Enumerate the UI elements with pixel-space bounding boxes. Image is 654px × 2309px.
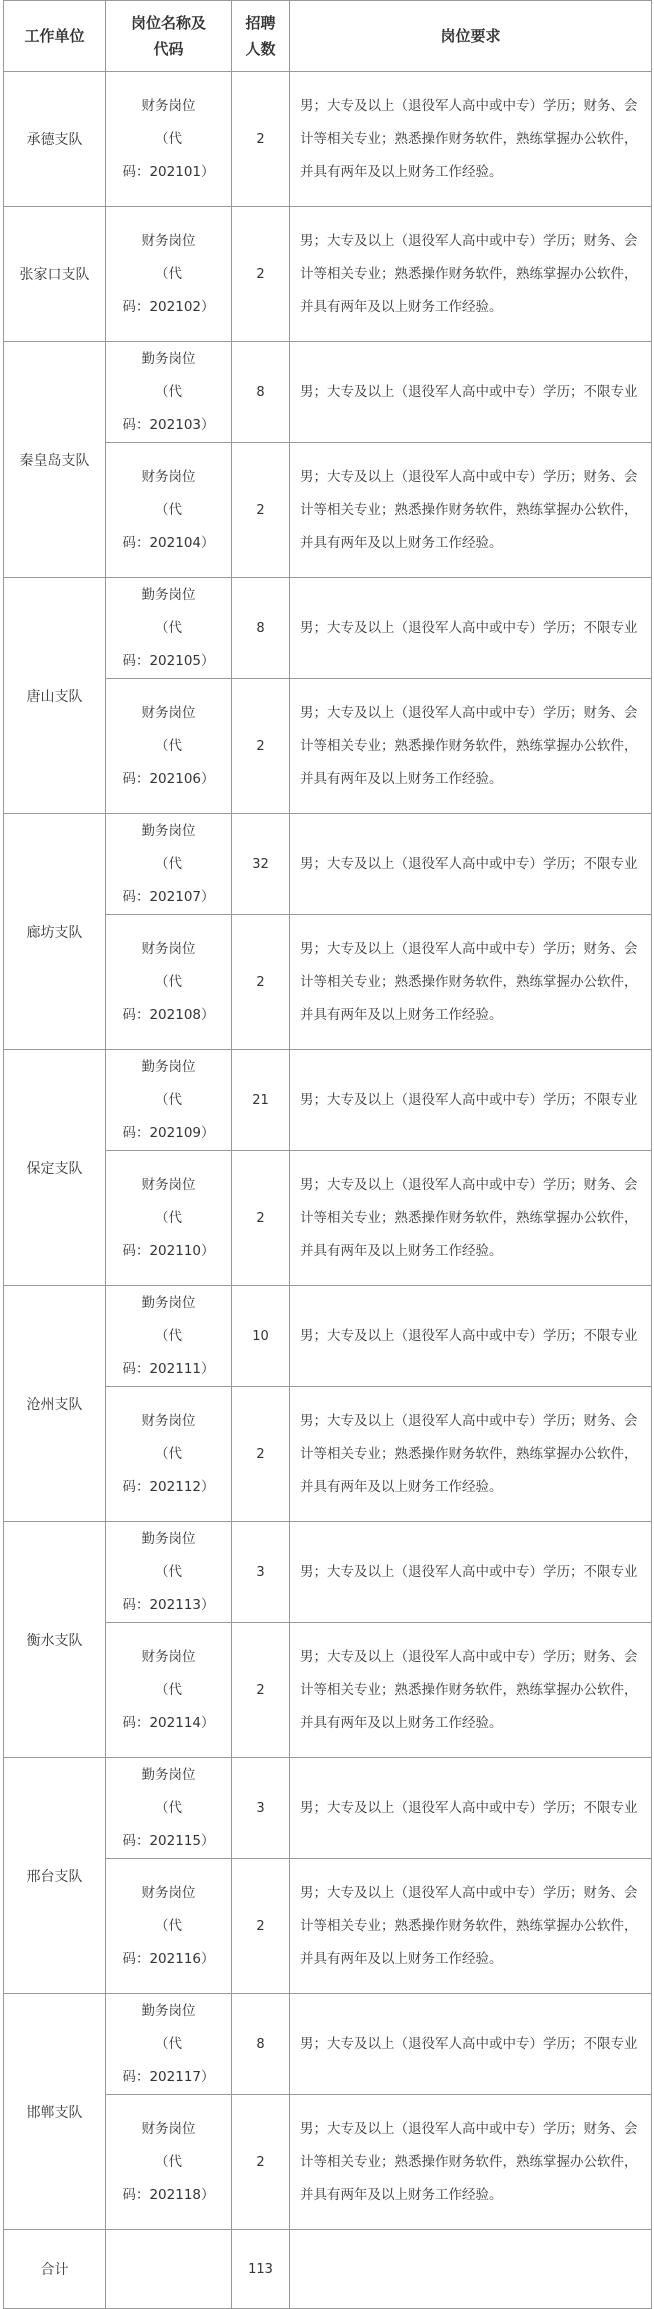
- unit-cell: 唐山支队: [4, 578, 106, 814]
- position-code-prefix: （代: [155, 737, 182, 754]
- table-row: [4, 72, 652, 207]
- count-cell: 2: [232, 207, 290, 342]
- count-cell: 2: [232, 2095, 290, 2230]
- position-code-prefix: （代: [155, 1327, 182, 1344]
- position-code: 码：202111）: [122, 1360, 215, 1377]
- total-label: 合计: [4, 2230, 106, 2309]
- table-row: [4, 1994, 652, 2095]
- header-position: 岗位名称及代码: [106, 1, 232, 72]
- position-title: 财务岗位: [141, 1412, 196, 1429]
- position-cell: [106, 1994, 232, 2095]
- position-code-prefix: （代: [155, 1681, 182, 1698]
- count-cell: 2: [232, 1623, 290, 1758]
- total-row: [4, 2230, 652, 2309]
- count-cell: 21: [232, 1050, 290, 1151]
- position-code-prefix: （代: [155, 265, 182, 282]
- count-cell: 32: [232, 814, 290, 915]
- count-cell: 2: [232, 1387, 290, 1522]
- position-cell: [106, 72, 232, 207]
- table-body: [4, 72, 652, 2309]
- position-code-prefix: （代: [155, 2035, 182, 2052]
- position-code: 码：202118）: [122, 2186, 215, 2203]
- table-row: [4, 1522, 652, 1623]
- position-code: 码：202101）: [122, 163, 215, 180]
- table-row: [4, 342, 652, 443]
- position-code-prefix: （代: [155, 383, 182, 400]
- position-code: 码：202116）: [122, 1950, 215, 1967]
- count-cell: 8: [232, 578, 290, 679]
- count-cell: 2: [232, 1859, 290, 1994]
- requirement-cell: 男；大专及以上（退役军人高中或中专）学历；财务、会计等相关专业；熟悉操作财务软件，熟练掌握办公软件，并具有两年及以上财务工作经验。: [290, 1151, 652, 1286]
- count-cell: 2: [232, 443, 290, 578]
- requirement-cell: 男；大专及以上（退役军人高中或中专）学历；不限专业: [290, 1994, 652, 2095]
- position-cell: [106, 342, 232, 443]
- position-code: 码：202105）: [122, 652, 215, 669]
- unit-cell: 承德支队: [4, 72, 106, 207]
- requirement-cell: 男；大专及以上（退役军人高中或中专）学历；财务、会计等相关专业；熟悉操作财务软件，熟练掌握办公软件，并具有两年及以上财务工作经验。: [290, 443, 652, 578]
- count-cell: 3: [232, 1522, 290, 1623]
- position-code-prefix: （代: [155, 1445, 182, 1462]
- position-cell: [106, 1387, 232, 1522]
- unit-cell: 廊坊支队: [4, 814, 106, 1050]
- position-code-prefix: （代: [155, 130, 182, 147]
- position-code-prefix: （代: [155, 1799, 182, 1816]
- position-code: 码：202106）: [122, 770, 215, 787]
- requirement-cell: 男；大专及以上（退役军人高中或中专）学历；不限专业: [290, 1286, 652, 1387]
- position-code-prefix: （代: [155, 619, 182, 636]
- requirement-cell: 男；大专及以上（退役军人高中或中专）学历；不限专业: [290, 578, 652, 679]
- header-requirement: 岗位要求: [290, 1, 652, 72]
- position-code: 码：202115）: [122, 1832, 215, 1849]
- position-code-prefix: （代: [155, 973, 182, 990]
- count-cell: 8: [232, 342, 290, 443]
- position-code: 码：202103）: [122, 416, 215, 433]
- position-code-prefix: （代: [155, 1563, 182, 1580]
- unit-cell: 沧州支队: [4, 1286, 106, 1522]
- position-cell: [106, 1286, 232, 1387]
- position-title: 勤务岗位: [141, 1530, 196, 1547]
- table-row: [4, 207, 652, 342]
- count-cell: 10: [232, 1286, 290, 1387]
- position-title: 财务岗位: [141, 468, 196, 485]
- position-cell: [106, 1050, 232, 1151]
- position-cell: [106, 1758, 232, 1859]
- position-code-prefix: （代: [155, 501, 182, 518]
- total-empty-requirement: [290, 2230, 652, 2309]
- table-header-row: [4, 1, 652, 72]
- total-count: 113: [232, 2230, 290, 2309]
- position-title: 勤务岗位: [141, 350, 196, 367]
- unit-cell: 衡水支队: [4, 1522, 106, 1758]
- position-code: 码：202112）: [122, 1478, 215, 1495]
- position-cell: [106, 1859, 232, 1994]
- requirement-cell: 男；大专及以上（退役军人高中或中专）学历；不限专业: [290, 1050, 652, 1151]
- position-title: 勤务岗位: [141, 2002, 196, 2019]
- position-title: 勤务岗位: [141, 822, 196, 839]
- header-count: 招聘人数: [232, 1, 290, 72]
- unit-cell: 邢台支队: [4, 1758, 106, 1994]
- position-title: 财务岗位: [141, 940, 196, 957]
- position-cell: [106, 207, 232, 342]
- table-row: [4, 578, 652, 679]
- requirement-cell: 男；大专及以上（退役军人高中或中专）学历；不限专业: [290, 1522, 652, 1623]
- count-cell: 2: [232, 1151, 290, 1286]
- requirement-cell: 男；大专及以上（退役军人高中或中专）学历；财务、会计等相关专业；熟悉操作财务软件，熟练掌握办公软件，并具有两年及以上财务工作经验。: [290, 1387, 652, 1522]
- count-cell: 2: [232, 72, 290, 207]
- count-cell: 3: [232, 1758, 290, 1859]
- requirement-cell: 男；大专及以上（退役军人高中或中专）学历；财务、会计等相关专业；熟悉操作财务软件，熟练掌握办公软件，并具有两年及以上财务工作经验。: [290, 1623, 652, 1758]
- unit-cell: 张家口支队: [4, 207, 106, 342]
- position-code-prefix: （代: [155, 2153, 182, 2170]
- position-title: 勤务岗位: [141, 1058, 196, 1075]
- position-code-prefix: （代: [155, 1209, 182, 1226]
- position-code: 码：202104）: [122, 534, 215, 551]
- position-code: 码：202102）: [122, 298, 215, 315]
- requirement-cell: 男；大专及以上（退役军人高中或中专）学历；财务、会计等相关专业；熟悉操作财务软件，熟练掌握办公软件，并具有两年及以上财务工作经验。: [290, 1859, 652, 1994]
- position-cell: [106, 2095, 232, 2230]
- position-code-prefix: （代: [155, 1917, 182, 1934]
- position-cell: [106, 679, 232, 814]
- position-code: 码：202109）: [122, 1124, 215, 1141]
- count-cell: 8: [232, 1994, 290, 2095]
- position-title: 财务岗位: [141, 232, 196, 249]
- position-title: 财务岗位: [141, 1176, 196, 1193]
- requirement-cell: 男；大专及以上（退役军人高中或中专）学历；财务、会计等相关专业；熟悉操作财务软件，熟练掌握办公软件，并具有两年及以上财务工作经验。: [290, 2095, 652, 2230]
- requirement-cell: 男；大专及以上（退役军人高中或中专）学历；财务、会计等相关专业；熟悉操作财务软件，熟练掌握办公软件，并具有两年及以上财务工作经验。: [290, 679, 652, 814]
- unit-cell: 邯郸支队: [4, 1994, 106, 2230]
- position-cell: [106, 814, 232, 915]
- unit-cell: 秦皇岛支队: [4, 342, 106, 578]
- requirement-cell: 男；大专及以上（退役军人高中或中专）学历；财务、会计等相关专业；熟悉操作财务软件，熟练掌握办公软件，并具有两年及以上财务工作经验。: [290, 72, 652, 207]
- position-cell: [106, 578, 232, 679]
- header-unit: 工作单位: [4, 1, 106, 72]
- position-code: 码：202110）: [122, 1242, 215, 1259]
- requirement-cell: 男；大专及以上（退役军人高中或中专）学历；不限专业: [290, 1758, 652, 1859]
- table-row: [4, 1286, 652, 1387]
- position-code: 码：202108）: [122, 1006, 215, 1023]
- position-cell: [106, 443, 232, 578]
- requirement-cell: 男；大专及以上（退役军人高中或中专）学历；不限专业: [290, 814, 652, 915]
- position-cell: [106, 1623, 232, 1758]
- position-code: 码：202113）: [122, 1596, 215, 1613]
- requirement-cell: 男；大专及以上（退役军人高中或中专）学历；财务、会计等相关专业；熟悉操作财务软件，熟练掌握办公软件，并具有两年及以上财务工作经验。: [290, 207, 652, 342]
- position-title: 财务岗位: [141, 1884, 196, 1901]
- unit-cell: 保定支队: [4, 1050, 106, 1286]
- position-title: 勤务岗位: [141, 586, 196, 603]
- position-cell: [106, 1522, 232, 1623]
- count-cell: 2: [232, 679, 290, 814]
- position-title: 财务岗位: [141, 97, 196, 114]
- table-row: [4, 1758, 652, 1859]
- table-row: [4, 1050, 652, 1151]
- position-code-prefix: （代: [155, 855, 182, 872]
- requirement-cell: 男；大专及以上（退役军人高中或中专）学历；不限专业: [290, 342, 652, 443]
- position-cell: [106, 915, 232, 1050]
- position-title: 勤务岗位: [141, 1294, 196, 1311]
- recruitment-table: [3, 0, 652, 2309]
- position-cell: [106, 1151, 232, 1286]
- position-code: 码：202117）: [122, 2068, 215, 2085]
- position-code: 码：202114）: [122, 1714, 215, 1731]
- position-title: 勤务岗位: [141, 1766, 196, 1783]
- position-code: 码：202107）: [122, 888, 215, 905]
- table-row: [4, 814, 652, 915]
- position-title: 财务岗位: [141, 1648, 196, 1665]
- position-title: 财务岗位: [141, 2120, 196, 2137]
- position-title: 财务岗位: [141, 704, 196, 721]
- count-cell: 2: [232, 915, 290, 1050]
- total-empty-position: [106, 2230, 232, 2309]
- requirement-cell: 男；大专及以上（退役军人高中或中专）学历；财务、会计等相关专业；熟悉操作财务软件，熟练掌握办公软件，并具有两年及以上财务工作经验。: [290, 915, 652, 1050]
- position-code-prefix: （代: [155, 1091, 182, 1108]
